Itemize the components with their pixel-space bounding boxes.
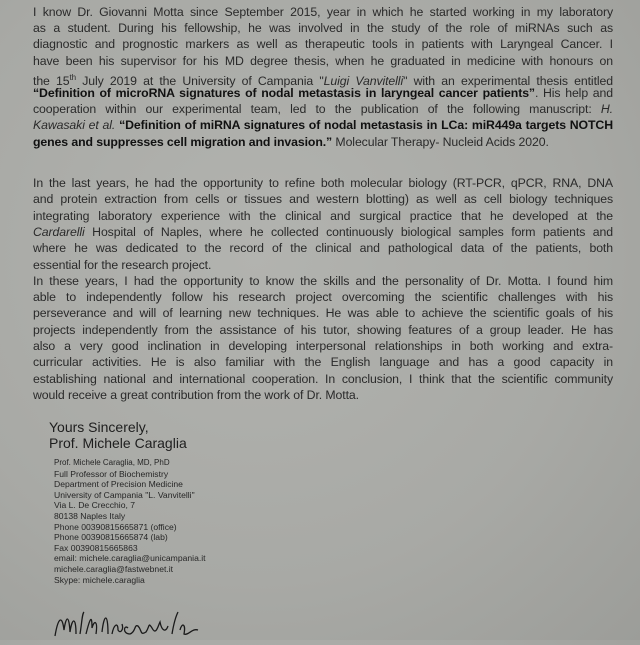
- text-segment: integrating laboratory experience with the clinical and surgical practice that he developed at the: [33, 208, 613, 223]
- text-segment: perseverance and will of learning new techniques. He was able to achieve the scientific goals of his: [33, 306, 613, 321]
- text-segment: Hospital of Naples, where he collected continuously biological samples form patients and: [84, 224, 613, 239]
- text-segment: th: [69, 72, 76, 82]
- text-line: [33, 209, 613, 224]
- text-segment: where he was dedicated to the record of the clinical and pathological data of the patients, both: [33, 241, 613, 256]
- contact-block: [54, 458, 206, 585]
- text-line: [33, 372, 613, 387]
- contact-line: Skype: michele.caraglia: [54, 574, 145, 585]
- text-line: [33, 388, 613, 403]
- contact-line: Phone 00390815665874 (lab): [54, 532, 168, 543]
- italic-text: Luigi Vanvitelli: [323, 73, 404, 88]
- text-segment: also a very good inclination in developing interpersonal relationships in both working and extra-: [33, 339, 613, 353]
- text-segment: projects independently from the assistance of his tutor, showing features of a group leader. He has: [33, 322, 613, 337]
- text-segment: able to independently follow his research project overcoming the scientific challenges with his: [33, 290, 613, 305]
- text-line: [33, 37, 613, 52]
- italic-text: H.: [600, 102, 613, 117]
- text-segment: would receive a great contribution from the work of Dr. Motta.: [33, 387, 359, 402]
- text-line: [33, 274, 613, 289]
- text-segment: Molecular Therapy- Nucleid Acids 2020.: [332, 134, 549, 149]
- contact-line: email: michele.caraglia@unicampania.it: [54, 553, 206, 564]
- text-segment: and protein extraction from cells or tissues and western blotting) as well as cell biology techniques: [33, 192, 613, 207]
- text-line: [33, 5, 613, 20]
- closing-salutation: Yours Sincerely,: [49, 419, 149, 435]
- contact-line: University of Campania "L. Vanvitelli": [54, 489, 195, 500]
- contact-line: Via L. De Crecchio, 7: [54, 500, 136, 511]
- contact-line: Prof. Michele Caraglia, MD, PhD: [54, 458, 170, 467]
- text-line: [33, 21, 613, 36]
- text-line: [33, 306, 613, 321]
- text-line: [33, 102, 613, 117]
- text-line: [33, 192, 613, 207]
- text-line: [33, 118, 613, 133]
- text-line: [33, 241, 613, 256]
- text-line: [33, 135, 613, 150]
- contact-line: Department of Precision Medicine: [54, 479, 183, 490]
- contact-line: Full Professor of Biochemistry: [54, 468, 169, 479]
- text-segment: July 2019 at the University of Campania ": [75, 73, 324, 88]
- text-line: [33, 339, 613, 354]
- text-line: [33, 225, 613, 240]
- text-segment: . His help and: [534, 86, 613, 100]
- italic-text: Cardarelli: [33, 224, 85, 239]
- text-line: [33, 323, 613, 338]
- text-line: [33, 54, 613, 69]
- text-segment: " with an experimental thesis entitled: [403, 73, 613, 88]
- signer-name: Prof. Michele Caraglia: [49, 435, 187, 451]
- text-segment: curricular activities. He is also familiar with the English language and has a good capacity in: [33, 355, 613, 370]
- text-line: [33, 355, 613, 370]
- text-line: [33, 290, 613, 305]
- contact-line: Phone 00390815665871 (office): [54, 521, 177, 532]
- bold-title: “Definition of microRNA signatures of nodal metastasis in laryngeal cancer patients”: [33, 86, 535, 100]
- text-segment: as a student. During his fellowship, he was involved in the study of the role of miRNAs such as: [33, 21, 613, 36]
- contact-line: 80138 Naples Italy: [54, 510, 126, 521]
- text-segment: the 15: [33, 73, 70, 88]
- text-segment: In these years, I had the opportunity to know the skills and the personality of Dr. Motta. I found him: [33, 273, 613, 288]
- bold-title: genes and suppresses cell migration and invasion.”: [33, 134, 333, 149]
- text-segment: cooperation within our experimental team, led to the publication of the following manuscript:: [33, 102, 601, 117]
- text-segment: In the last years, he had the opportunity to refine both molecular biology (RT-PCR, qPCR, RNA, DNA: [33, 176, 613, 190]
- text-segment: I know Dr. Giovanni Motta since September 2015, year in which he started working in my laboratory: [33, 5, 613, 19]
- contact-line: Fax 00390815665863: [54, 542, 138, 553]
- text-line: [33, 176, 613, 191]
- contact-line: michele.caraglia@fastwebnet.it: [54, 563, 174, 574]
- text-segment: diagnostic and prognostic markers as well as therapeutic tools in patients with Laryngeal Cancer. I: [33, 37, 613, 52]
- text-line: [33, 258, 613, 273]
- text-segment: have been his supervisor for his MD degree thesis, when he graduated in medicine with honours on: [33, 53, 613, 68]
- text-segment: essential for the research project.: [33, 257, 212, 272]
- bold-title: “Definition of miRNA signatures of nodal metastasis in LCa: miR449a targets NOTCH: [119, 118, 613, 133]
- text-segment: establishing national and international cooperation. In conclusion, I think that the scientific community: [33, 371, 613, 386]
- text-line: [33, 86, 613, 101]
- italic-text: Kawasaki et al.: [33, 118, 116, 133]
- handwritten-signature: [52, 608, 202, 645]
